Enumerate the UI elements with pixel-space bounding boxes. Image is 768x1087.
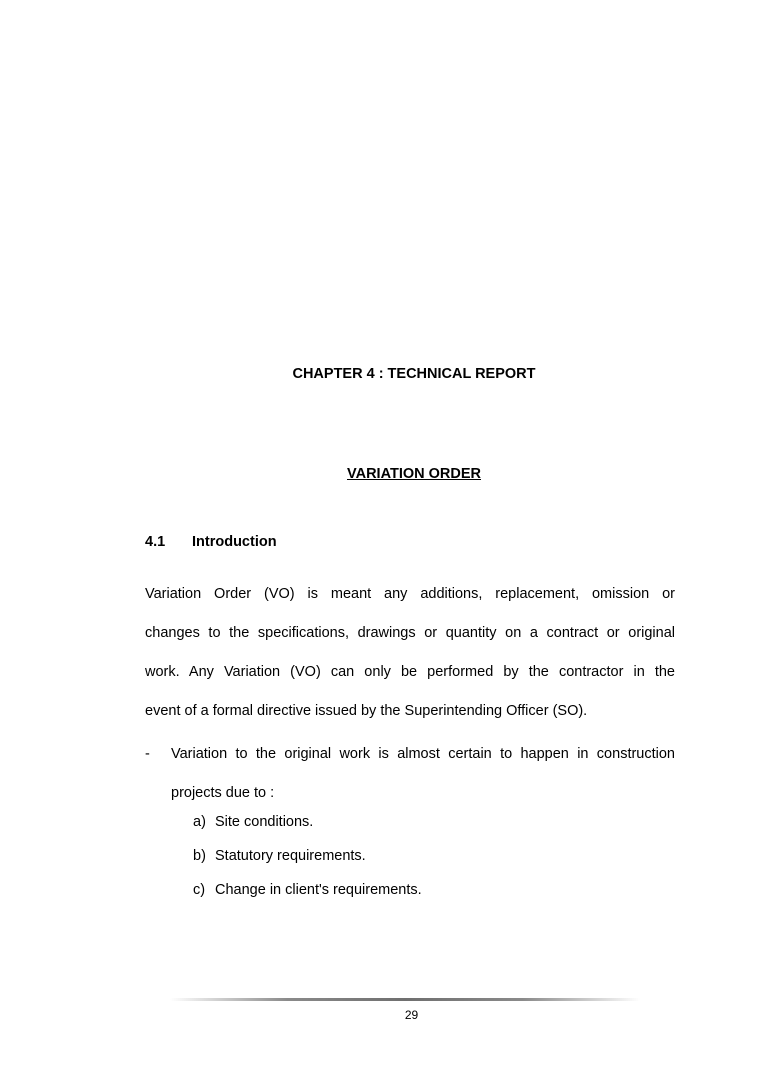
- bullet-line: projects due to :: [171, 785, 275, 801]
- page-number: 29: [404, 1008, 419, 1022]
- footer-divider: [170, 998, 640, 1001]
- paragraph-line: work. Any Variation (VO) can only be performed by the contractor in the: [145, 664, 675, 680]
- intro-paragraph: [145, 575, 675, 731]
- section-heading-title: Introduction: [192, 534, 277, 550]
- reasons-list: [193, 805, 422, 907]
- bullet-line: Variation to the original work is almost certain to happen in construction: [171, 746, 675, 762]
- section-number: 4.1: [145, 534, 166, 550]
- bullet-text: [171, 735, 675, 813]
- paragraph-line: Variation Order (VO) is meant any additions, replacement, omission or: [145, 586, 675, 602]
- list-item-marker: a): [193, 814, 206, 830]
- paragraph-line: changes to the specifications, drawings or quantity on a contract or original: [145, 625, 675, 641]
- list-item-marker: b): [193, 848, 206, 864]
- section-heading: [145, 534, 277, 550]
- list-item: [193, 839, 422, 873]
- chapter-title: CHAPTER 4 : TECHNICAL REPORT: [292, 366, 536, 382]
- list-item-marker: c): [193, 882, 206, 898]
- list-item: [193, 873, 422, 907]
- list-item-text: Site conditions.: [215, 814, 314, 830]
- list-item: [193, 805, 422, 839]
- list-item-text: Statutory requirements.: [215, 848, 366, 864]
- bullet-marker: -: [145, 746, 150, 762]
- paragraph-line: event of a formal directive issued by the Superintending Officer (SO).: [145, 703, 588, 719]
- section-title: VARIATION ORDER: [347, 466, 481, 482]
- list-item-text: Change in client's requirements.: [215, 882, 422, 898]
